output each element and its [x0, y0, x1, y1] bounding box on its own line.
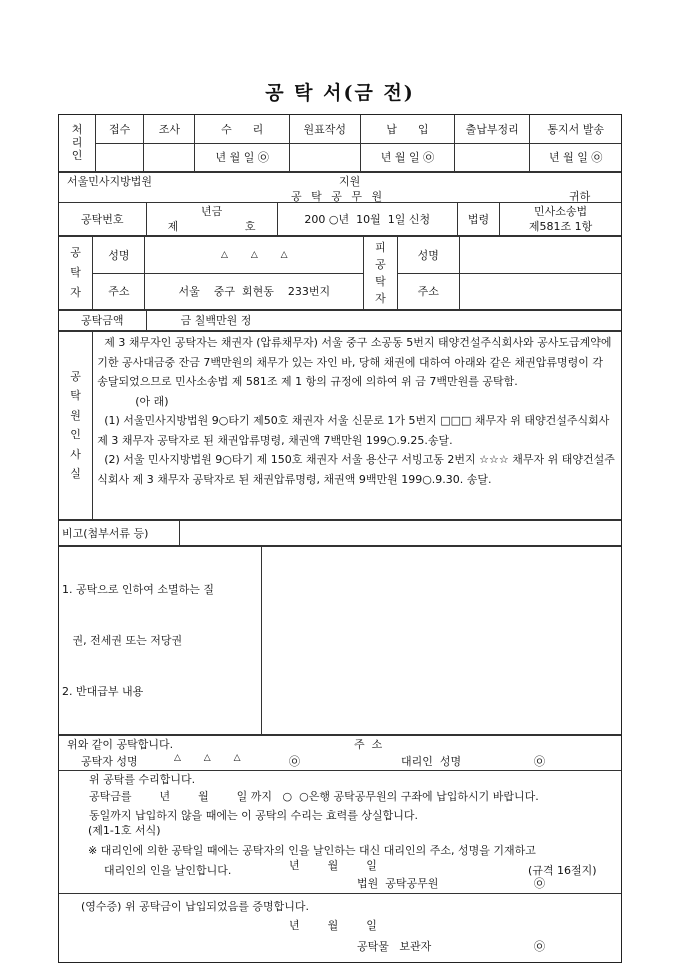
- cause-item-1: (1) 서울민사지방법원 9○타기 제50호 채권자 서울 신문로 1가 5번지 □□□ 채무자 위 태양건설주식회사 제 3 채무자 공탁자로 된 채권압류명령, 채권액 7백만원 199○.9.25.송달.: [97, 414, 613, 447]
- acceptance-date: 년 월 일: [289, 859, 377, 872]
- col-receipt: 접수: [96, 115, 144, 143]
- deposit-no-prefix: 제: [167, 219, 179, 233]
- date-notice: 년 월 일 ㉧: [530, 143, 621, 171]
- remarks-items: [59, 547, 261, 735]
- court-officer: 공 탁 공 무 원: [291, 189, 386, 203]
- remarks-value: [180, 521, 621, 546]
- cause-label: 공 탁 원 인 사 실: [59, 332, 93, 519]
- remarks-item-2: 2. 반대급부 내용: [62, 685, 144, 698]
- form-title: 공 탁 서(금 전): [265, 82, 415, 104]
- acceptance-line-2: 공탁금를 년 월 일 까지 ○ ○은행 공탁공무원의 구좌에 납입하시기 바랍니다.: [89, 790, 539, 803]
- depositor-name-label: 성명: [93, 237, 145, 273]
- depositee-name: [459, 237, 621, 273]
- col-acceptance: 수 리: [195, 115, 289, 143]
- date-cashbook: [455, 143, 530, 171]
- remarks-label: 비고(첨부서류 등): [59, 521, 180, 546]
- agent-seal: ㉧: [534, 755, 545, 768]
- court-section: [59, 172, 621, 202]
- receipt-section: [59, 893, 621, 962]
- declaration-address-label: 주 소: [354, 738, 383, 751]
- acceptance-seal: ㉧: [534, 877, 545, 890]
- receipt-keeper: 공탁물 보관자: [357, 940, 432, 953]
- col-notice: 통지서 발송: [530, 115, 621, 143]
- application-date: 200 ○년 10월 1일 신청: [277, 203, 457, 236]
- declaration-text: 위와 같이 공탁합니다.: [67, 738, 174, 751]
- law-name: 민사소송법: [533, 204, 588, 218]
- law-label: 법령: [457, 203, 499, 236]
- remarks-section: [59, 520, 621, 736]
- deposit-number-section: [59, 202, 621, 237]
- declaration-depositor-label: 공탁자 성명: [81, 755, 138, 768]
- deposit-no-label: 공탁번호: [59, 203, 146, 236]
- col-payment: 납 입: [360, 115, 454, 143]
- parties-section: [59, 236, 621, 310]
- court-honorific: 귀하: [569, 189, 591, 203]
- depositor-label: 공 탁 자: [59, 237, 93, 309]
- handler-label: 처 리 인: [59, 115, 96, 171]
- declaration-depositor-name: △ △ △: [174, 753, 241, 763]
- date-investigation: [144, 143, 195, 171]
- cause-text: [93, 332, 621, 519]
- cause-section: [59, 331, 621, 520]
- depositor-address: 서울 중구 회현동 233번지: [145, 273, 364, 309]
- col-cashbook: 출납부정리: [455, 115, 530, 143]
- cause-intro: 제 3 채무자인 공탁자는 채권자 (압류채무자) 서울 중구 소공동 5번지 태양건설주식회사와 공사도급계약에 기한 공사대금중 잔금 7백만원의 채무가 있는 자인 바, 당해 채권에 대하여 아래와 같은 채권압류명령이 각 송달되었으므로 민사소송법 제 581조 제 1 항의 규정에 의하여 위 금 7백만원를 공탁함.: [97, 336, 616, 388]
- depositor-address-label: 주소: [93, 273, 145, 309]
- deposit-year: 년금: [200, 204, 223, 218]
- amount-section: [59, 310, 621, 332]
- acceptance-officer: 법원 공탁공무원: [357, 877, 439, 890]
- paper-size: (규격 16절지): [528, 864, 597, 877]
- depositee-label: 피 공 탁 자: [364, 237, 398, 309]
- depositee-address: [459, 273, 621, 309]
- cause-heading: (아 래): [135, 394, 169, 408]
- law-article: 제581조 1항: [528, 219, 593, 233]
- date-ledger: [289, 143, 360, 171]
- remarks-item-1a: 1. 공탁으로 인하여 소멸하는 질: [62, 583, 214, 596]
- cause-item-2: (2) 서울 민사지방법원 9○타기 제 150호 채권자 서울 용산구 서빙고동 2번지 ☆☆☆ 채무자 위 태양건설주식회사 제 3 채무자 공탁자로 된 채권압류명령, 채권액 9백만원 199○.9.30. 송달.: [97, 453, 615, 486]
- remarks-items-value: [261, 547, 621, 735]
- date-receipt: [96, 143, 144, 171]
- col-investigation: 조사: [144, 115, 195, 143]
- law-value: [500, 203, 621, 236]
- date-payment: 년 월 일 ㉧: [360, 143, 454, 171]
- receipt-date: 년 월 일: [289, 919, 377, 932]
- depositee-name-label: 성명: [397, 237, 459, 273]
- receipt-seal: ㉧: [534, 940, 545, 953]
- footer-note-1: ※ 대리인에 의한 공탁일 때에는 공탁자의 인을 날인하는 대신 대리인의 주소, 성명을 기재하고: [88, 844, 536, 857]
- date-acceptance: 년 월 일 ㉧: [195, 143, 289, 171]
- declaration-section: [59, 735, 621, 770]
- depositor-seal: ㉧: [289, 755, 300, 768]
- amount-value: 금 칠백만원 정: [146, 311, 621, 331]
- deposit-no-value: [146, 203, 277, 236]
- court-name: 서울민사지방법원: [67, 174, 153, 188]
- depositor-name: △ △ △: [145, 237, 364, 273]
- agent-name-label: 대리인 성명: [401, 755, 462, 768]
- depositee-address-label: 주소: [397, 273, 459, 309]
- footer-note-2: 대리인의 인을 날인합니다.: [104, 864, 232, 877]
- acceptance-line-3: 동일까지 납입하지 않을 때에는 이 공탁의 수리는 효력를 상실합니다.: [89, 809, 418, 822]
- col-ledger: 원표작성: [289, 115, 360, 143]
- court-branch: 지원: [339, 174, 361, 188]
- amount-label: 공탁금액: [59, 311, 146, 331]
- acceptance-line-1: 위 공탁를 수리합니다.: [89, 773, 196, 786]
- remarks-item-1b: 권, 전세권 또는 저당권: [62, 634, 183, 647]
- deposit-no-suffix: 호: [244, 219, 256, 233]
- form-number: (제1-1호 서식): [88, 824, 161, 837]
- receipt-line: (영수증) 위 공탁금이 납입되었음를 증명합니다.: [81, 900, 309, 913]
- handler-section: [59, 115, 621, 172]
